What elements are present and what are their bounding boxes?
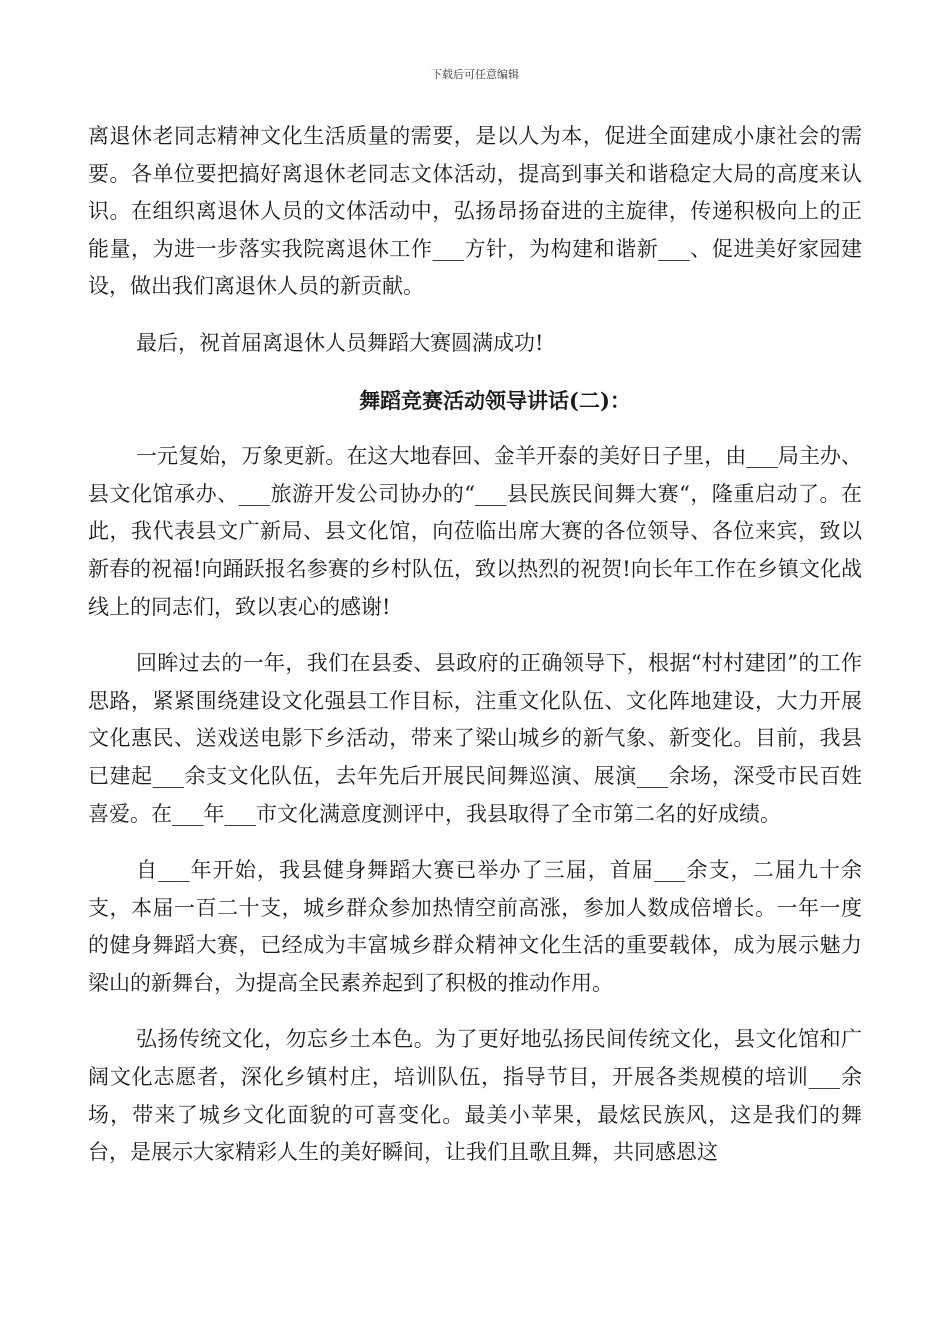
paragraph: 一元复始，万象更新。在这大地春回、金羊开泰的美好日子里，由___局主办、县文化馆承办、___旅游开发公司协办的“___县民族民间舞大赛“，隆重启动了。在此，我代表县文广新局、县文化馆，向莅临出席大赛的各位领导、各位来宾，致以新春的祝福!向踊跃报名参赛的乡村队伍，致以热烈的祝贺!向长年工作在乡镇文化战线上的同志们，致以衷心的感谢!	[88, 444, 862, 619]
paragraph: 弘扬传统文化，勿忘乡土本色。为了更好地弘扬民间传统文化，县文化馆和广阔文化志愿者，深化乡镇村庄，培训队伍，指导节目，开展各类规模的培训___余场，带来了城乡文化面貌的可喜变化。最美小苹果，最炫民族风，这是我们的舞台，是展示大家精彩人生的美好瞬间，让我们且歌且舞，共同感恩这	[88, 1027, 862, 1165]
paragraph-gap	[88, 626, 862, 645]
paragraph: 回眸过去的一年，我们在县委、县政府的正确领导下，根据“村村建团”的工作思路，紧紧围绕建设文化强县工作目标，注重文化队伍、文化阵地建设，大力开展文化惠民、送戏送电影下乡活动，带来了梁山城乡的新气象、新变化。目前，我县已建起___余支文化队伍，去年先后开展民间舞巡演、展演___余场，深受市民百姓喜爱。在___年___市文化满意度测评中，我县取得了全市第二名的好成绩。	[88, 651, 862, 826]
paragraph-gap	[88, 833, 862, 852]
paragraph-gap	[88, 363, 862, 382]
paragraph: 自___年开始，我县健身舞蹈大赛已举办了三届，首届___余支，二届九十余支，本届一百二十支，城乡群众参加热情空前高涨，参加人数成倍增长。一年一度的健身舞蹈大赛，已经成为丰富城乡群众精神文化生活的重要载体，成为展示魅力梁山的新舞台，为提高全民素养起到了积极的推动作用。	[88, 858, 862, 995]
paragraph-gap	[88, 1002, 862, 1021]
document-body	[88, 118, 862, 1172]
paragraph: 离退休老同志精神文化生活质量的需要，是以人为本，促进全面建成小康社会的需要。各单位要把搞好离退休老同志文体活动，提高到事关和谐稳定大局的高度来认识。在组织离退休人员的文体活动中，弘扬昂扬奋进的主旋律，传递积极向上的正能量，为进一步落实我院离退休工作___方针，为构建和谐新___、促进美好家园建设，做出我们离退休人员的新贡献。	[88, 124, 862, 299]
section-heading: 舞蹈竞赛活动领导讲话(二)：	[359, 387, 631, 413]
paragraph-gap	[88, 306, 862, 325]
paragraph: 最后，祝首届离退休人员舞蹈大赛圆满成功!	[136, 330, 544, 355]
paragraph-gap	[88, 419, 862, 438]
page-header: 下载后可任意编辑	[431, 68, 519, 81]
